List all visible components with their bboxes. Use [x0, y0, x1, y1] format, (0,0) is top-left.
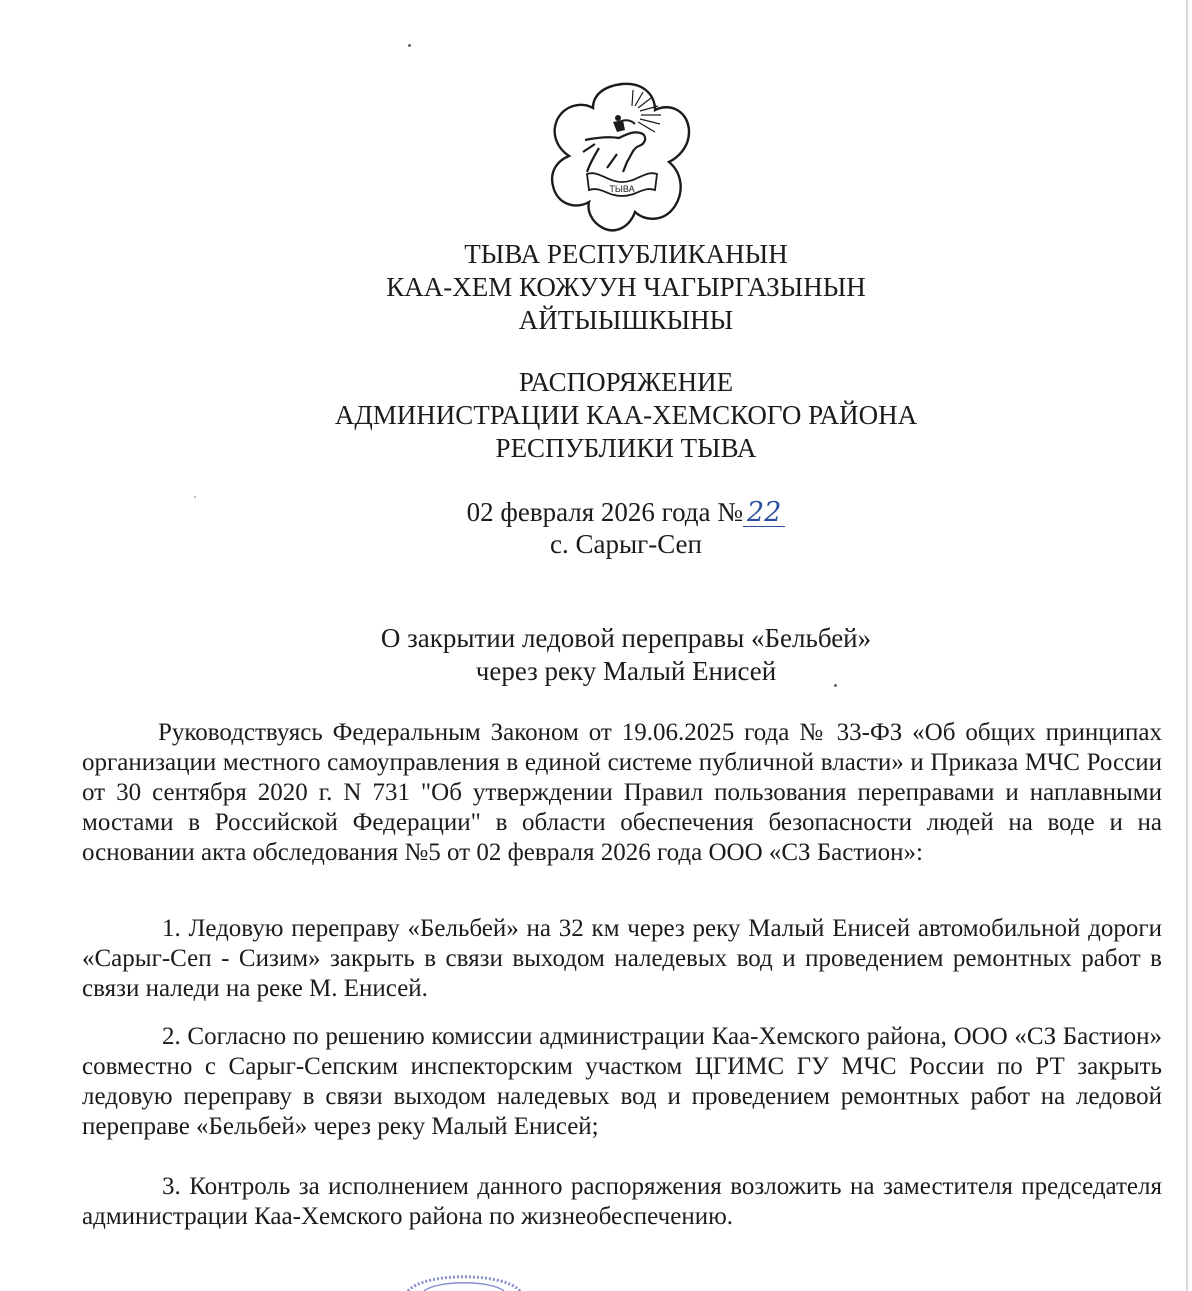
- order-item-text: 2. Согласно по решению комиссии администрации Каа-Хемского района, ООО «СЗ Бастион» совместно с Сарыг-Сепским инспекторским участком ЦГИМС ГУ МЧС России по РТ закрыть ледовую переправу в связи выходом наледевых вод и проведением ремонтных работ на ледовой переправе «Бельбей» через реку Малый Енисей;: [82, 1023, 1162, 1140]
- russian-header: [30, 366, 1192, 465]
- emblem-ribbon-text: ТЫВА: [609, 184, 635, 194]
- scan-speck: [834, 684, 837, 687]
- order-item-text: 3. Контроль за исполнением данного распоряжения возложить на заместителя председателя администрации Каа-Хемского района по жизнеобеспечению.: [82, 1173, 1162, 1230]
- tuvan-header: [30, 238, 1192, 337]
- scan-speck: [194, 496, 196, 498]
- tuvan-header-line: ТЫВА РЕСПУБЛИКАНЫН: [464, 239, 788, 269]
- russian-header-line: РЕСПУБЛИКИ ТЫВА: [495, 433, 757, 463]
- document-type-title: РАСПОРЯЖЕНИЕ: [518, 367, 734, 397]
- order-item-3: [82, 1172, 1162, 1232]
- preamble-paragraph: [82, 718, 1162, 868]
- coat-of-arms-emblem: [547, 78, 697, 240]
- preamble-text: Руководствуясь Федеральным Законом от 19.06.2025 года № 33-ФЗ «Об общих принципах организации местного самоуправления в единой системе публичной власти» и Приказа МЧС России от 30 сентября 2020 г. N 731 "Об утверждении Правил пользования переправами и наплавными мостами в Российской Федерации" в области обеспечения безопасности людей на воде и на основании акта обследования №5 от 02 февраля 2026 года ООО «СЗ Бастион»:: [82, 719, 1162, 866]
- order-item-text: 1. Ледовую переправу «Бельбей» на 32 км через реку Малый Енисей автомобильной дороги «Сарыг-Сеп - Сизим» закрыть в связи выходом наледевых вод и проведением ремонтных работ в связи наледи на реке М. Енисей.: [82, 915, 1162, 1002]
- order-item-1: [82, 914, 1162, 1004]
- russian-header-line: АДМИНИСТРАЦИИ КАА-ХЕМСКОГО РАЙОНА: [334, 400, 918, 430]
- subject-line: О закрытии ледовой переправы «Бельбей»: [380, 623, 872, 653]
- document-number-handwritten: 22: [743, 500, 785, 527]
- document-place: с. Сарыг-Сеп: [550, 529, 702, 559]
- document-date: [30, 496, 1192, 529]
- tuvan-header-line: КАА-ХЕМ КОЖУУН ЧАГЫРГАЗЫНЫН: [386, 272, 866, 302]
- official-stamp-fragment: [404, 1266, 524, 1291]
- date-text: 02 февраля 2026 года №: [466, 497, 744, 527]
- order-item-2: [82, 1022, 1162, 1142]
- document-subject: [30, 622, 1192, 688]
- tuvan-header-line: АЙТЫЫШКЫНЫ: [518, 305, 734, 335]
- scan-speck: [408, 44, 411, 47]
- subject-line: через реку Малый Енисей: [475, 656, 777, 686]
